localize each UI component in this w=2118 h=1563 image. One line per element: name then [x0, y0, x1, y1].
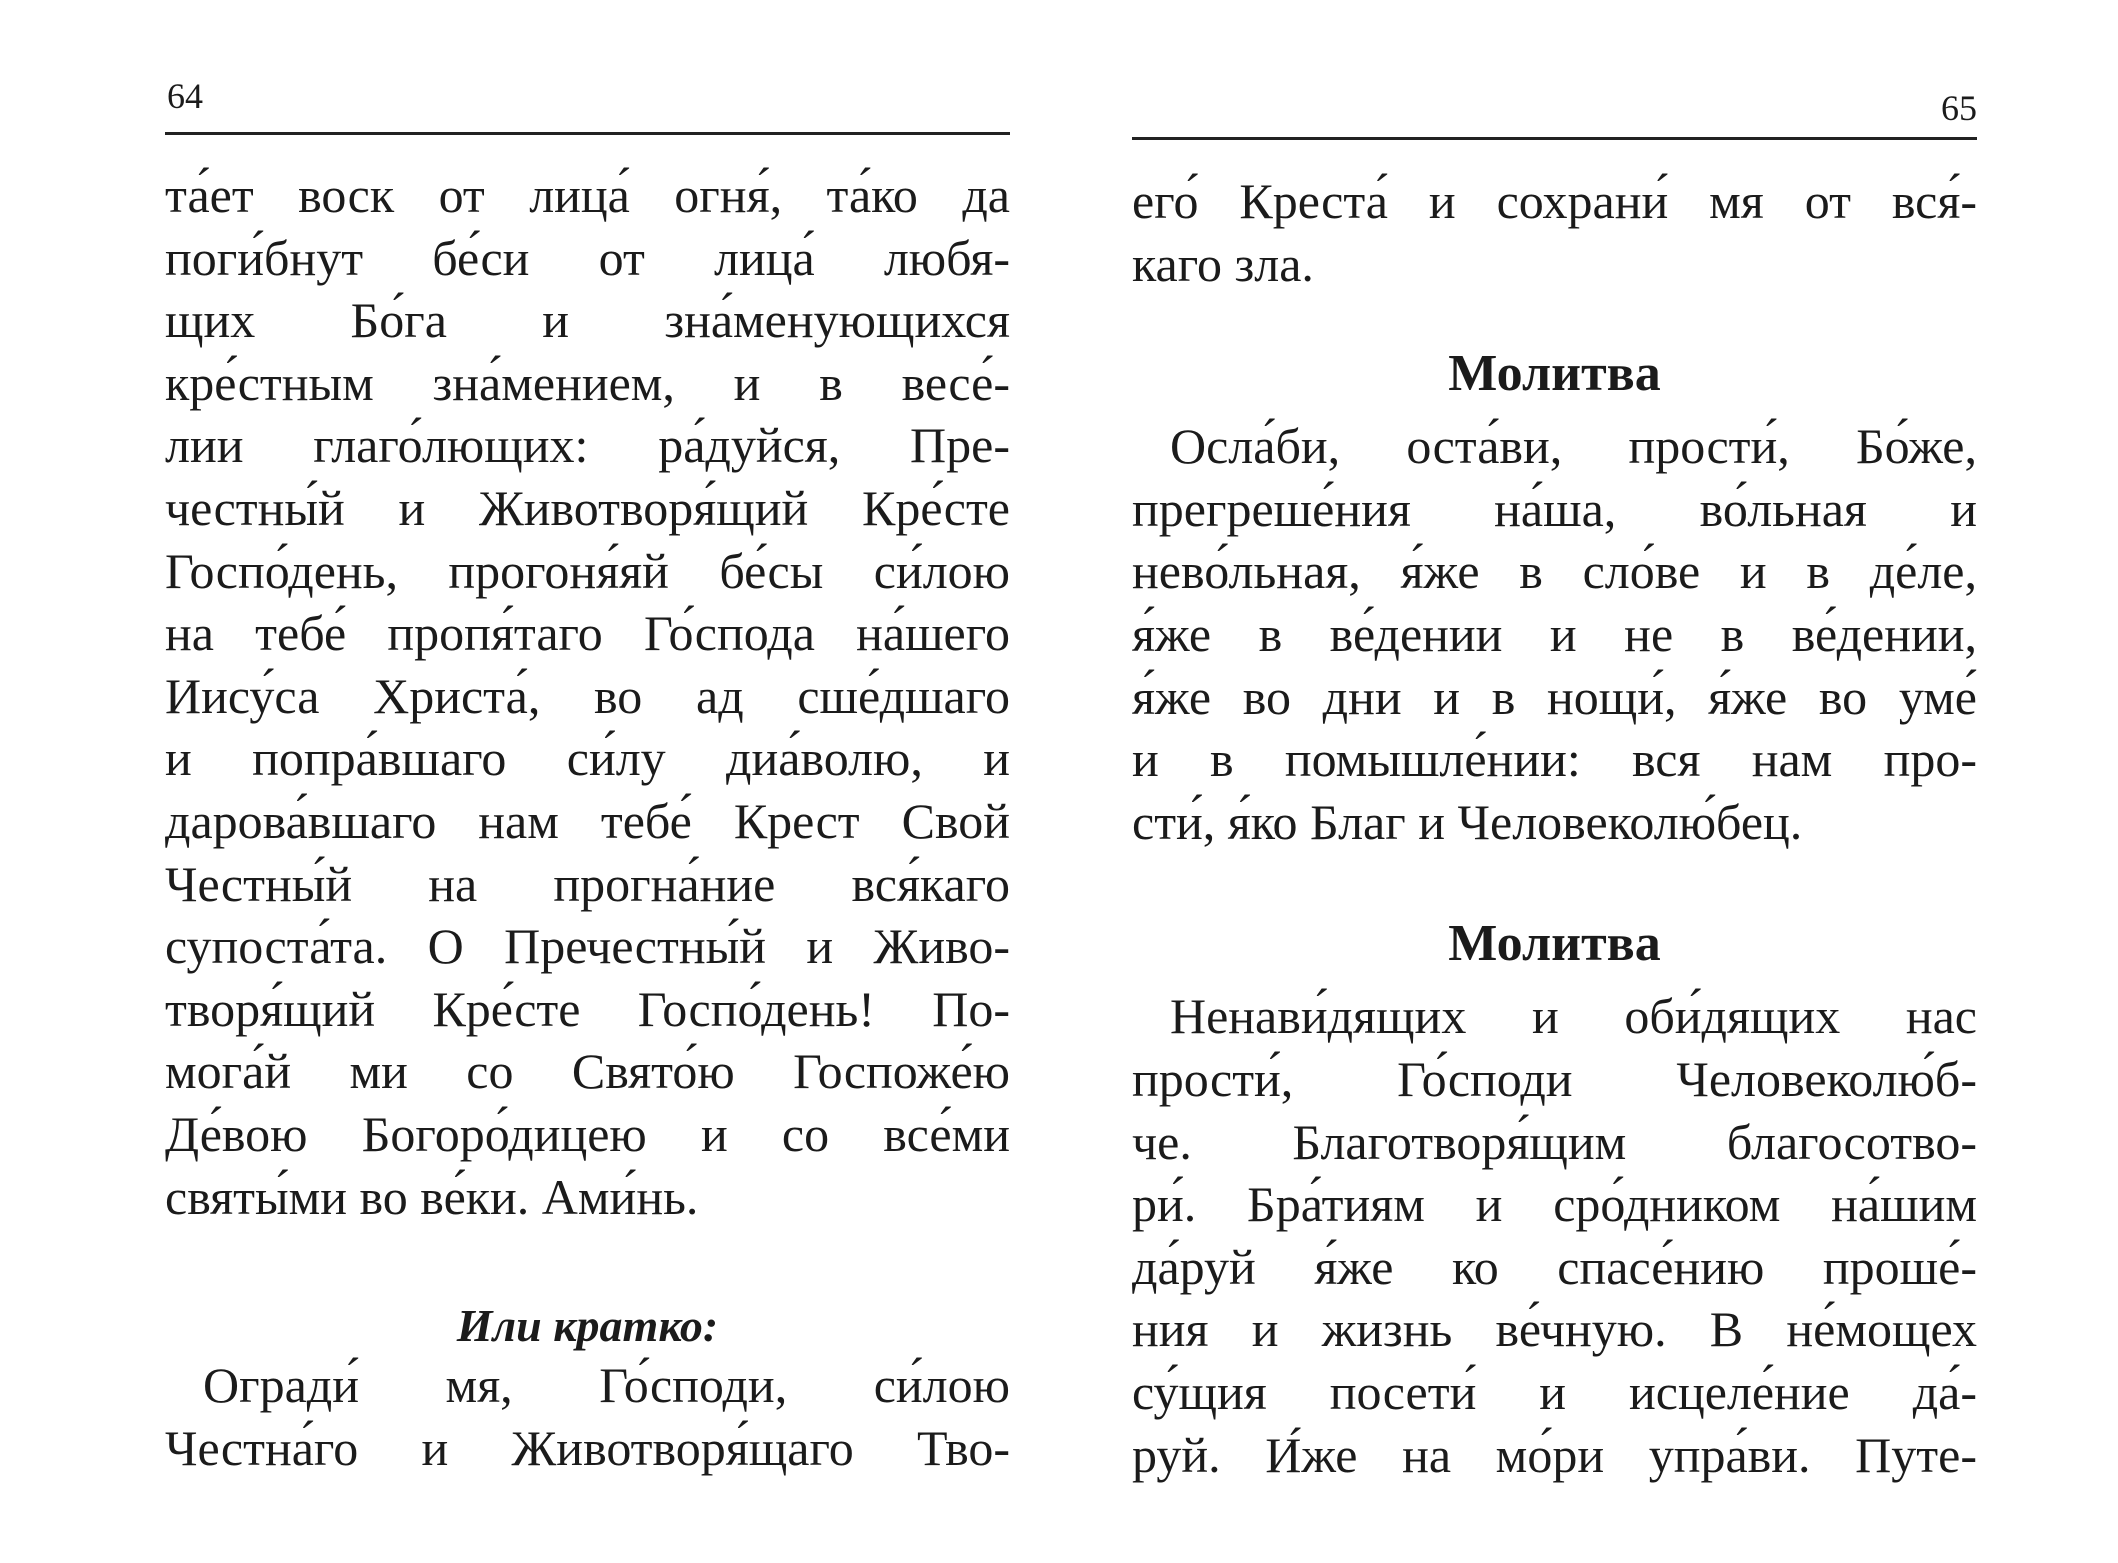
text-line: та́ет воск от лица́ огня́, та́ко да [165, 167, 1010, 223]
text-line: щих Бо́га и зна́менующихся [165, 292, 1010, 349]
text-line: я́же в ве́дении и не в ве́дении, [1132, 605, 1977, 662]
text-line: честны́й и Животворя́щий Кре́сте [165, 479, 1010, 536]
text-line: каго зла. [1132, 235, 1314, 292]
text-line: Честна́го и Животворя́щаго Тво- [165, 1419, 1010, 1476]
header-rule-left [165, 132, 1010, 135]
text-line: прегреше́ния на́ша, во́льная и [1132, 480, 1977, 537]
text-line: святы́ми во ве́ки. Ами́нь. [165, 1168, 699, 1225]
text-line: кре́стным зна́мением, и в весе́- [165, 354, 1010, 411]
text-line: Иису́са Христа́, во ад сше́дшаго [165, 667, 1010, 724]
header-rule-right [1132, 137, 1977, 140]
text-line: Госпо́день, прогоня́яй бе́сы си́лою [165, 542, 1010, 599]
text-line: ния и жизнь ве́чную. В не́мощех [1132, 1301, 1977, 1358]
prayer-title: Молитва [1448, 345, 1661, 403]
text-line: Де́вою Богоро́дицею и со все́ми [165, 1105, 1010, 1162]
text-line: да́руй я́же ко спасе́нию проше́- [1132, 1238, 1977, 1295]
text-line: творя́щий Кре́сте Госпо́день! По- [165, 980, 1010, 1037]
text-line: лии глаго́лющих: ра́дуйся, Пре- [165, 417, 1010, 474]
text-line: сти́, я́ко Благ и Человеколю́бец. [1132, 793, 1803, 850]
text-line: Осла́би, оста́ви, прости́, Бо́же, [1170, 418, 1977, 475]
text-line: че. Благотворя́щим благосотво- [1132, 1113, 1977, 1170]
text-line: Честны́й на прогна́ние вся́каго [165, 855, 1010, 912]
right-page-body [1132, 170, 1977, 1486]
text-line: руй. И́же на мо́ри упра́ви. Путе- [1132, 1426, 1977, 1483]
text-line: и попра́вшаго си́лу диа́волю, и [165, 730, 1010, 787]
text-line: ри́. Бра́тиям и сро́дником на́шим [1132, 1176, 1977, 1233]
text-line: мога́й ми со Свято́ю Госпоже́ю [165, 1043, 1010, 1100]
text-line: я́же во дни и в нощи́, я́же во уме́ [1132, 668, 1977, 725]
text-line: Огради́ мя, Го́споди, си́лою [203, 1357, 1010, 1414]
section-subheading: Или кратко: [456, 1300, 719, 1352]
prayer-title: Молитва [1448, 915, 1661, 973]
text-line: прости́, Го́споди Человеколю́б- [1132, 1050, 1977, 1107]
text-line: су́щия посети́ и исцеле́ние да́- [1132, 1363, 1977, 1420]
text-line: на тебе́ пропя́таго Го́спода на́шего [165, 605, 1010, 662]
text-line: супоста́та. О Пречестны́й и Живо- [165, 918, 1010, 975]
text-line: дарова́вшаго нам тебе́ Крест Свой [165, 792, 1010, 849]
text-line: его́ Креста́ и сохрани́ мя от вся́- [1132, 173, 1977, 229]
page-number-left: 64 [167, 76, 203, 116]
text-line: и в помышле́нии: вся нам про- [1132, 731, 1977, 788]
text-line: нево́льная, я́же в сло́ве и в де́ле, [1132, 543, 1977, 600]
left-page-body [165, 164, 1010, 1479]
page-number-right: 65 [1941, 88, 1977, 128]
text-line: поги́бнут бе́си от лица́ любя- [165, 229, 1010, 286]
text-line: Ненави́дящих и оби́дящих нас [1170, 988, 1977, 1045]
